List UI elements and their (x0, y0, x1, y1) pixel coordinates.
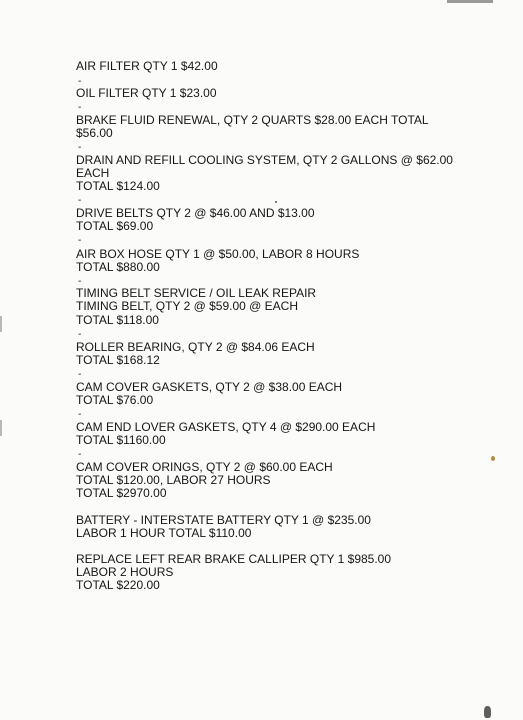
invoice-line: TOTAL $220.00 (76, 578, 160, 592)
invoice-line: BRAKE FLUID RENEWAL, QTY 2 QUARTS $28.00 EACH TOTAL (76, 113, 429, 127)
invoice-line: REPLACE LEFT REAR BRAKE CALLIPER QTY 1 $985.00 (76, 552, 392, 566)
invoice-line: ROLLER BEARING, QTY 2 @ $84.06 EACH (76, 340, 315, 354)
invoice-line: CAM COVER ORINGS, QTY 2 @ $60.00 EACH (76, 460, 333, 474)
invoice-line: TIMING BELT, QTY 2 @ $59.00 @ EACH (76, 299, 298, 313)
invoice-line: DRAIN AND REFILL COOLING SYSTEM, QTY 2 GALLONS @ $62.00 (76, 153, 453, 167)
separator-dash: - (78, 142, 82, 153)
separator-dash: - (78, 76, 82, 87)
separator-dash: - (78, 195, 82, 206)
separator-dash: - (78, 235, 82, 246)
invoice-line: TOTAL $69.00 (76, 219, 154, 233)
separator-dash: - (78, 102, 82, 113)
invoice-line: OIL FILTER QTY 1 $23.00 (76, 86, 217, 100)
separator-dash: - (78, 409, 82, 420)
separator-dash: - (78, 449, 82, 460)
separator-dash: - (78, 329, 82, 340)
separator-dash: - (78, 369, 82, 380)
invoice-line: LABOR 1 HOUR TOTAL $110.00 (76, 526, 252, 540)
invoice-line: TOTAL $76.00 (76, 393, 154, 407)
separator-dash: - (78, 276, 82, 287)
invoice-line: CAM COVER GASKETS, QTY 2 @ $38.00 EACH (76, 380, 343, 394)
invoice-line: $56.00 (76, 126, 113, 140)
invoice-line: AIR FILTER QTY 1 $42.00 (76, 59, 218, 73)
invoice-line: TOTAL $2970.00 (76, 486, 167, 500)
invoice-line: TIMING BELT SERVICE / OIL LEAK REPAIR (76, 286, 317, 300)
invoice-line: TOTAL $168.12 (76, 353, 160, 367)
invoice-line: BATTERY - INTERSTATE BATTERY QTY 1 @ $235.00 (76, 513, 371, 527)
invoice-line: LABOR 2 HOURS (76, 565, 174, 579)
invoice-line: CAM END LOVER GASKETS, QTY 4 @ $290.00 EACH (76, 420, 376, 434)
invoice-line: EACH (76, 166, 110, 180)
invoice-line: TOTAL $880.00 (76, 260, 160, 274)
invoice-line: TOTAL $118.00 (76, 313, 159, 327)
invoice-line: TOTAL $1160.00 (76, 433, 166, 447)
invoice-line: AIR BOX HOSE QTY 1 @ $50.00, LABOR 8 HOURS (76, 247, 360, 261)
invoice-line: TOTAL $120.00, LABOR 27 HOURS (76, 473, 271, 487)
invoice-line: DRIVE BELTS QTY 2 @ $46.00 AND $13.00 (76, 206, 315, 220)
invoice-line: TOTAL $124.00 (76, 179, 160, 193)
